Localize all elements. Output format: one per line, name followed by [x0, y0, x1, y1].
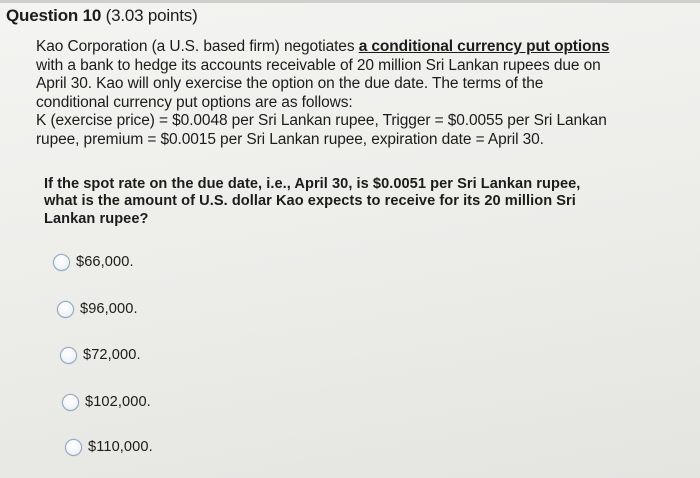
- answer-option-4[interactable]: [62, 391, 151, 413]
- stem-line: K (exercise price) = $0.0048 per Sri Lankan rupee, Trigger = $0.0055 per Sri Lankan: [36, 112, 607, 130]
- question-prompt: [44, 176, 654, 228]
- radio-button[interactable]: [65, 439, 82, 456]
- stem-line: with a bank to hedge its accounts receivable of 20 million Sri Lankan rupees due on: [36, 56, 601, 74]
- top-divider: [0, 0, 700, 3]
- radio-button[interactable]: [57, 301, 74, 318]
- answer-option-2[interactable]: [57, 298, 138, 320]
- answer-option-3[interactable]: [60, 344, 141, 366]
- option-label[interactable]: $66,000.: [76, 253, 134, 270]
- stem-intro: Kao Corporation (a U.S. based firm) negotiates: [36, 38, 359, 55]
- option-label[interactable]: $72,000.: [83, 346, 141, 363]
- radio-button[interactable]: [62, 394, 79, 411]
- question-title: Question 10: [6, 6, 102, 25]
- radio-button[interactable]: [60, 347, 77, 364]
- stem-emphasis: a conditional currency put options: [358, 38, 610, 55]
- question-points: (3.03 points): [105, 6, 198, 25]
- radio-button[interactable]: [53, 254, 70, 271]
- answer-option-1[interactable]: [53, 251, 134, 273]
- stem-line: rupee, premium = $0.0015 per Sri Lankan rupee, expiration date = April 30.: [36, 130, 544, 148]
- question-header: [6, 6, 198, 26]
- stem-line: [36, 38, 666, 57]
- option-label[interactable]: $102,000.: [85, 393, 151, 410]
- prompt-line: what is the amount of U.S. dollar Kao expects to receive for its 20 million Sri: [44, 193, 576, 210]
- prompt-line: If the spot rate on the due date, i.e., April 30, is $0.0051 per Sri Lankan rupee,: [44, 176, 581, 192]
- prompt-line: Lankan rupee?: [44, 210, 149, 227]
- option-label[interactable]: $110,000.: [88, 438, 153, 455]
- stem-line: conditional currency put options are as follows:: [36, 93, 353, 111]
- question-stem: [36, 38, 666, 150]
- stem-line: April 30. Kao will only exercise the option on the due date. The terms of the: [36, 75, 544, 93]
- option-label[interactable]: $96,000.: [80, 300, 138, 317]
- answer-option-5[interactable]: [65, 436, 153, 458]
